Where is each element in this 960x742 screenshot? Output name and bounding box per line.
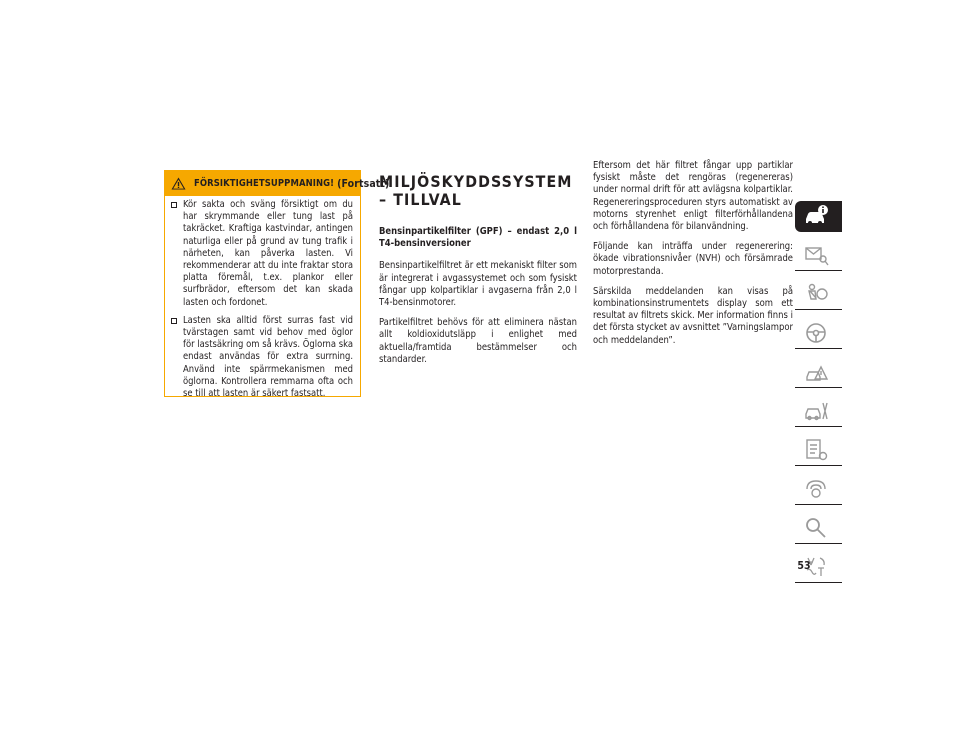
breakdown-triangle-icon xyxy=(803,359,829,385)
warning-triangle-icon xyxy=(171,177,186,190)
right-column xyxy=(593,160,793,355)
chapter-tabs xyxy=(795,201,842,591)
subsection-heading: Bensinpartikelfilter (GPF) – endast 2,0 l T4-bensinversioner xyxy=(379,226,577,250)
square-bullet-icon xyxy=(171,202,177,208)
paragraph: Särskilda meddelanden kan visas på kombinationsinstrumentets display som ett resultat av filtrets skick. Mer information finns i det första stycket av avsnittet ”Varningslampor och meddelanden”. xyxy=(593,285,793,346)
tab-emergency[interactable] xyxy=(795,357,842,388)
tab-servicing[interactable] xyxy=(795,396,842,427)
tab-index[interactable] xyxy=(795,513,842,544)
square-bullet-icon xyxy=(171,318,177,324)
seatbelt-airbag-icon xyxy=(803,281,829,307)
multimedia-icon xyxy=(803,476,829,502)
paragraph: Eftersom det här filtret fångar upp partiklar fysiskt måste det rengöras (regenereras) under normal drift för att avlägsna kolpartiklar. Regenereringsproceduren styrs automatiskt av motorns styrenhet enligt filterförhållandena och förhållandena för bilanvändning. xyxy=(593,160,793,233)
tab-safety[interactable] xyxy=(795,279,842,310)
caution-item: Kör sakta och sväng försiktigt om du har skrymmande eller tung last på takräcket. Kraftiga kastvindar, antingen naturliga eller på grund av tung trafik i närheten, kan påverka lasten. Vi rekommenderar att du inte fraktar stora platta föremål, t.ex. plankor eller surfbrädor, eftersom det kan skada lasten och fordonet. xyxy=(171,199,353,309)
middle-column xyxy=(379,173,577,374)
envelope-key-icon xyxy=(803,242,829,268)
caution-list xyxy=(165,196,360,400)
caution-item: Lasten ska alltid först surras fast vid tvärstagen samt vid behov med öglor för lastsäkring om så krävs. Öglorna ska endast användas för extra surrning. Använd inte spärrmekanismen med öglorna. Kontrollera remmarna ofta och se till att lasten är säkert fastsatt. xyxy=(171,315,353,400)
tab-introduction[interactable] xyxy=(795,201,842,232)
section-title: MILJÖSKYDDSSYSTEM – TILLVAL xyxy=(379,172,573,209)
paragraph: Partikelfiltret behövs för att eliminera nästan allt koldioxidutsläpp i enlighet med aktuella/framtida bestämmelser och standarder. xyxy=(379,317,577,365)
caution-box xyxy=(164,170,390,400)
car-info-icon xyxy=(803,203,829,229)
paragraph: Bensinpartikelfiltret är ett mekaniskt filter som är integrerat i avgassystemet och som fysiskt fångar upp kolpartiklar i avgaserna från 2,0 l T4-bensinmotorer. xyxy=(379,260,577,309)
page-number: 53 xyxy=(797,560,811,572)
car-service-icon xyxy=(803,398,829,424)
paragraph: Följande kan inträffa under regenerering: ökade vibrationsnivåer (NVH) och försämrade motorprestanda. xyxy=(593,241,793,277)
specs-list-icon xyxy=(803,437,829,463)
caution-continued: (Fortsatt) xyxy=(337,177,390,190)
tab-specifications[interactable] xyxy=(795,435,842,466)
tab-driving[interactable] xyxy=(795,318,842,349)
caution-title: FÖRSIKTIGHETSUPPMANING! xyxy=(194,178,335,189)
caution-header xyxy=(165,171,390,196)
steering-wheel-icon xyxy=(803,320,829,346)
magnifier-index-icon xyxy=(803,515,829,541)
tab-getting-to-know[interactable] xyxy=(795,240,842,271)
tab-multimedia[interactable] xyxy=(795,474,842,505)
